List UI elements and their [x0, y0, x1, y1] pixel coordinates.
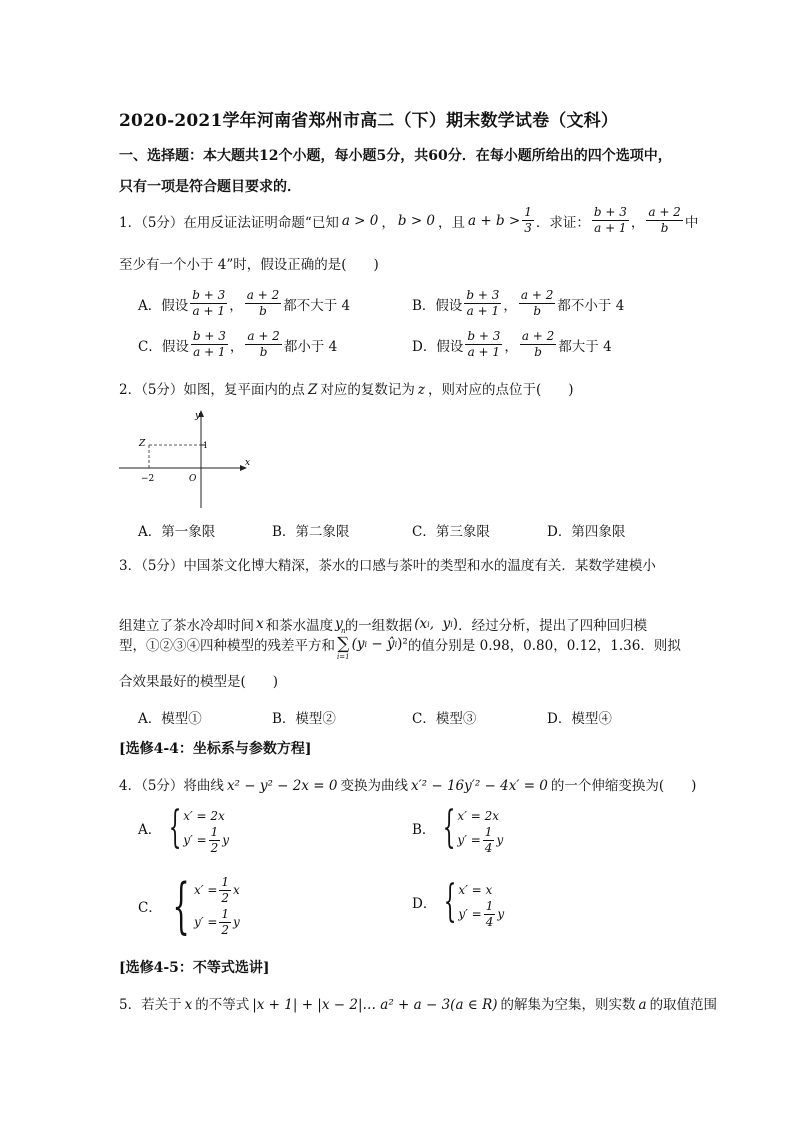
- question-3-line2: 组建立了茶水冷却时间 x 和茶水温度 y 的一组数据 (x i , y i ) ．经过分析，提出了四种回归模: [119, 616, 648, 634]
- q1-cond1: a > 0: [341, 212, 379, 229]
- question-3-line4: 合效果最好的模型是( ): [119, 674, 279, 690]
- section-4-5-header: [选修4-5：不等式选讲]: [119, 960, 270, 976]
- q1-option-b: B．假设 $\frac{b + 3}{a + 1}$ ， $\frac{a + 2}{b}$ 都不小于 4: [412, 288, 625, 318]
- section-header-line2: 只有一项是符合题目要求的．: [119, 179, 301, 195]
- q4-option-b: B． { x′ = 2x y′ = $\frac{1}{4}$ y: [412, 802, 504, 855]
- y-axis-label: y: [195, 411, 201, 421]
- question-3-line1: 3．（5分）中国茶文化博大精深，茶水的口感与茶叶的类型和水的温度有关．某数学建模小: [119, 558, 656, 574]
- q2-option-d: D．第四象限: [547, 524, 626, 540]
- q3-option-d: D．模型④: [547, 711, 612, 727]
- x-tick-label: −2: [141, 474, 155, 484]
- question-2-stem: 2．（5分）如图，复平面内的点 Z 对应的复数记为 z ，则对应的点位于( ): [119, 382, 574, 398]
- q1-prefix: 1．（5分）在用反证法证明命题“已知: [119, 214, 339, 231]
- q2-option-a: A．第一象限: [138, 524, 216, 540]
- complex-plane-figure: [115, 408, 255, 512]
- question-4-stem: 4．（5分）将曲线 x² − y² − 2x = 0 变换为曲线 x′² − 16y′² − 4x′ = 0 的一个伸缩变换为( ): [119, 778, 697, 794]
- q1-tail: 中: [684, 214, 699, 231]
- question-5-stem: 5．若关于 x 的不等式 |x + 1| + |x − 2|… a² + a − 3(a ∈ R) 的解集为空集，则实数 a 的取值范围: [119, 997, 718, 1013]
- y-tick-label: 1: [203, 441, 209, 450]
- q4-option-d: D． { x′ = x y′ = $\frac{1}{4}$ y: [412, 876, 505, 929]
- q2-option-b: B．第二象限: [272, 524, 350, 540]
- q2-option-c: C．第三象限: [412, 524, 490, 540]
- origin-label: O: [189, 474, 197, 484]
- q1-option-c: C．假设 $\frac{b + 3}{a + 1}$ ， $\frac{a + 2}{b}$ 都小于 4: [138, 329, 338, 359]
- q1-frac-a: $\frac{b + 3}{a + 1}$: [593, 205, 627, 235]
- page-title: 2020-2021学年河南省郑州市高二（下）期末数学试卷（文科）: [119, 111, 619, 131]
- q1-cond3: a + b >: [468, 212, 521, 229]
- q3-option-b: B．模型②: [272, 711, 336, 727]
- q4-option-a: A． { x′ = 2x y′ = $\frac{1}{2}$ y: [138, 802, 230, 855]
- point-z-label: Z: [139, 439, 146, 449]
- sum-symbol: n ∑ i=1: [337, 626, 350, 661]
- question-3-line3: 型，①②③④四种模型的残差平方和 n ∑ i=1 (y i − ŷ i )² 的值分别是 0.98，0.80，0.12，1.36．则拟: [119, 626, 681, 661]
- q1-option-d: D．假设 $\frac{b + 3}{a + 1}$ ， $\frac{a + 2}{b}$ 都大于 4: [412, 329, 612, 359]
- q3-option-a: A．模型①: [138, 711, 202, 727]
- question-1-line1: 1．（5分）在用反证法证明命题“已知 a > 0 ， b > 0 ，且 a + b > $\frac{1}{3}$ ．求证： $\frac{b + 3}{a + 1}$ ， $\frac{a + 2}{b}$ 中: [119, 205, 699, 235]
- x-axis-label: x: [245, 458, 251, 468]
- q4-option-c: C． { x′ = $\frac{1}{2}$ x y′ = $\frac{1}{2}$ y: [138, 871, 240, 941]
- question-1-line2: 至少有一个小于 4”时，假设正确的是( ): [119, 257, 379, 273]
- section-4-4-header: [选修4-4：坐标系与参数方程]: [119, 741, 312, 757]
- q1-cond2: b > 0: [397, 212, 436, 229]
- q1-frac-b: $\frac{a + 2}{b}$: [648, 205, 681, 235]
- q1-frac-third: $\frac{1}{3}$: [524, 205, 532, 235]
- q1-prove: ．求证：: [535, 214, 590, 231]
- q1-option-a: A．假设 $\frac{b + 3}{a + 1}$ ， $\frac{a + 2}{b}$ 都不大于 4: [138, 288, 351, 318]
- q3-option-c: C．模型③: [412, 711, 477, 727]
- section-header-line1: 一、选择题：本大题共12个小题，每小题5分，共60分．在每小题所给出的四个选项中，: [119, 148, 672, 164]
